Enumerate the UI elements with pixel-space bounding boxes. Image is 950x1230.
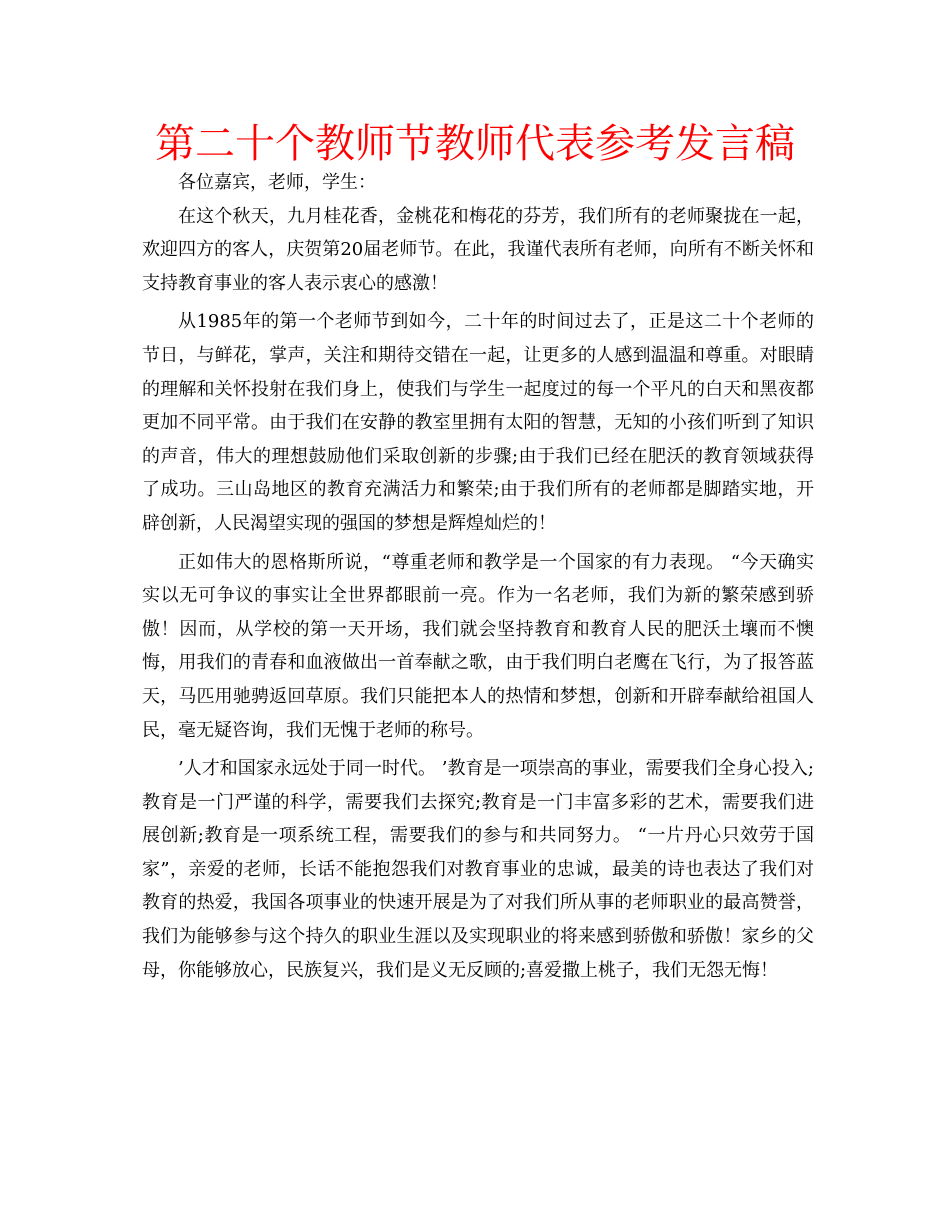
paragraph-4: ’人才和国家永远处于同一时代。 ’教育是一项崇高的事业，需要我们全身心投入;教育是一门严谨的科学，需要我们去探究;教育是一门丰富多彩的艺术，需要我们进展创新;教育是一项系统工程，需要我们的参与和共同努力。 “一片丹心只效劳于国家”，亲爱的老师，长话不能抱怨我们对教育事业的忠诚，最美的诗也表达了我们对教育的热爱，我国各项事业的快速开展是为了对我们所从事的老师职业的最高赞誉，我们为能够参与这个持久的职业生涯以及实现职业的将来感到骄傲和骄傲！家乡的父母，你能够放心，民族复兴，我们是义无反顾的;喜爱撒上桃子，我们无怨无悔！ <box>142 758 814 981</box>
document-body <box>142 166 814 987</box>
document-title: 第二十个教师节教师代表参考发言稿 <box>155 121 795 167</box>
greeting-line: 各位嘉宾，老师，学生： <box>178 172 376 193</box>
paragraph-3: 正如伟大的恩格斯所说，“尊重老师和教学是一个国家的有力表现。 “今天确实实以无可争议的事实让全世界都眼前一亮。作为一名老师，我们为新的繁荣感到骄傲！因而，从学校的第一天开场，我们就会坚持教育和教育人民的肥沃土壤而不懊悔，用我们的青春和血液做出一首奉献之歌，由于我们明白老鹰在飞行，为了报答蓝天，马匹用驰骋返回草原。我们只能把本人的热情和梦想，创新和开辟奉献给祖国人民，毫无疑咨询，我们无愧于老师的称号。 <box>142 551 814 741</box>
paragraph-1: 在这个秋天，九月桂花香，金桃花和梅花的芬芳，我们所有的老师聚拢在一起，欢迎四方的客人，庆贺第20届老师节。在此，我谨代表所有老师，向所有不断关怀和支持教育事业的客人表示衷心的感激！ <box>142 205 814 294</box>
paragraph-2: 从1985年的第一个老师节到如今，二十年的时间过去了，正是这二十个老师的节日，与鲜花，掌声，关注和期待交错在一起，让更多的人感到温温和尊重。对眼睛的理解和关怀投射在我们身上，使我们与学生一起度过的每一个平凡的白天和黑夜都更加不同平常。由于我们在安静的教室里拥有太阳的智慧，无知的小孩们听到了知识的声音，伟大的理想鼓励他们采取创新的步骤;由于我们已经在肥沃的教育领域获得了成功。三山岛地区的教育充满活力和繁荣;由于我们所有的老师都是脚踏实地，开辟创新，人民渴望实现的强国的梦想是辉煌灿烂的！ <box>142 311 814 534</box>
